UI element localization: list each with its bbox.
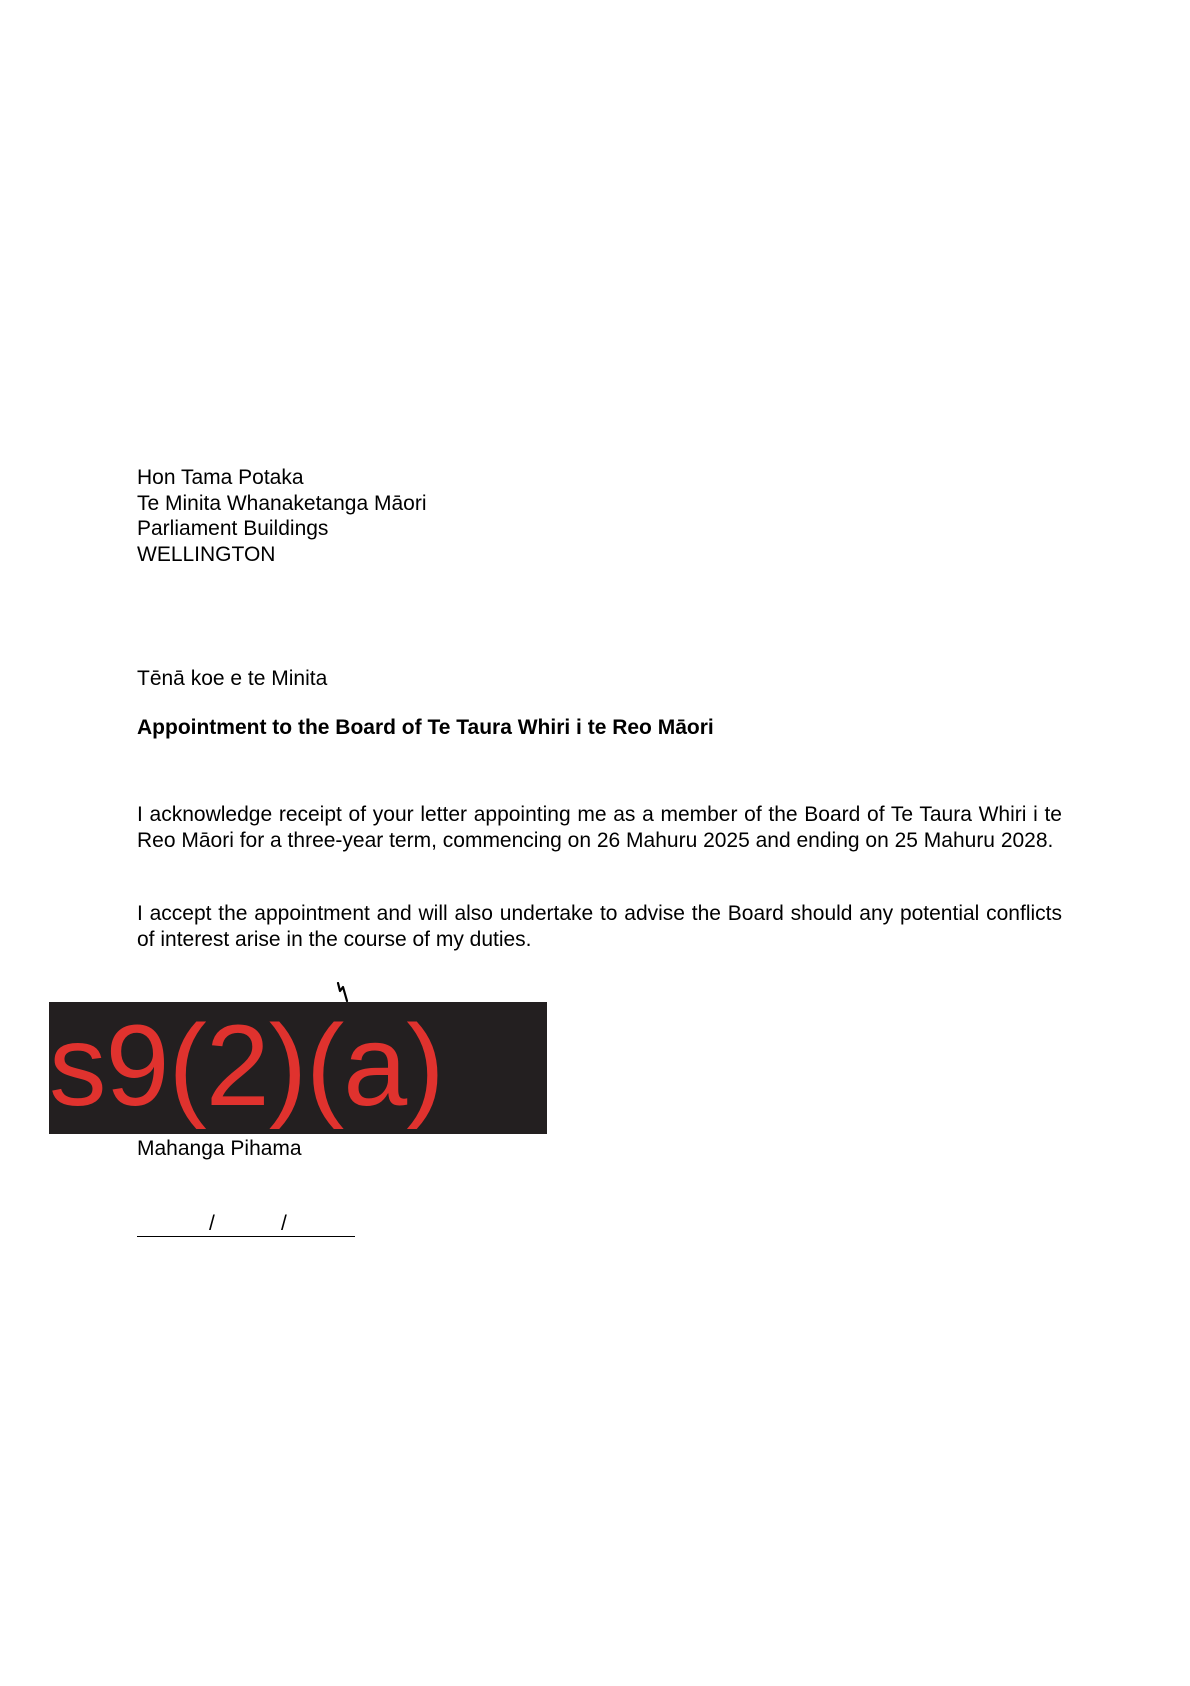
subject-line: Appointment to the Board of Te Taura Whiri i te Reo Māori <box>137 716 714 739</box>
recipient-name: Hon Tama Potaka <box>137 466 304 489</box>
redaction-box <box>49 1002 547 1134</box>
date-line <box>137 1212 355 1237</box>
date-separator-1: / <box>209 1212 215 1235</box>
body-paragraph-1: I acknowledge receipt of your letter appointing me as a member of the Board of Te Taura Whiri i te Reo Māori for a three-year term, commencing on 26 Mahuru 2025 and ending on 25 Mahuru 2028. <box>137 803 1062 852</box>
greeting: Tēnā koe e te Minita <box>137 667 328 690</box>
recipient-building: Parliament Buildings <box>137 517 329 540</box>
recipient-address <box>137 465 426 567</box>
signatory-name: Mahanga Pihama <box>137 1137 302 1160</box>
redaction-label: s9(2)(a) <box>49 1002 444 1130</box>
recipient-city: WELLINGTON <box>137 542 276 566</box>
recipient-title: Te Minita Whanaketanga Māori <box>137 491 427 515</box>
signature-mark <box>336 982 350 1004</box>
body-paragraph-2: I accept the appointment and will also undertake to advise the Board should any potential conflicts of interest arise in the course of my duties. <box>137 902 1062 951</box>
date-separator-2: / <box>281 1212 287 1235</box>
